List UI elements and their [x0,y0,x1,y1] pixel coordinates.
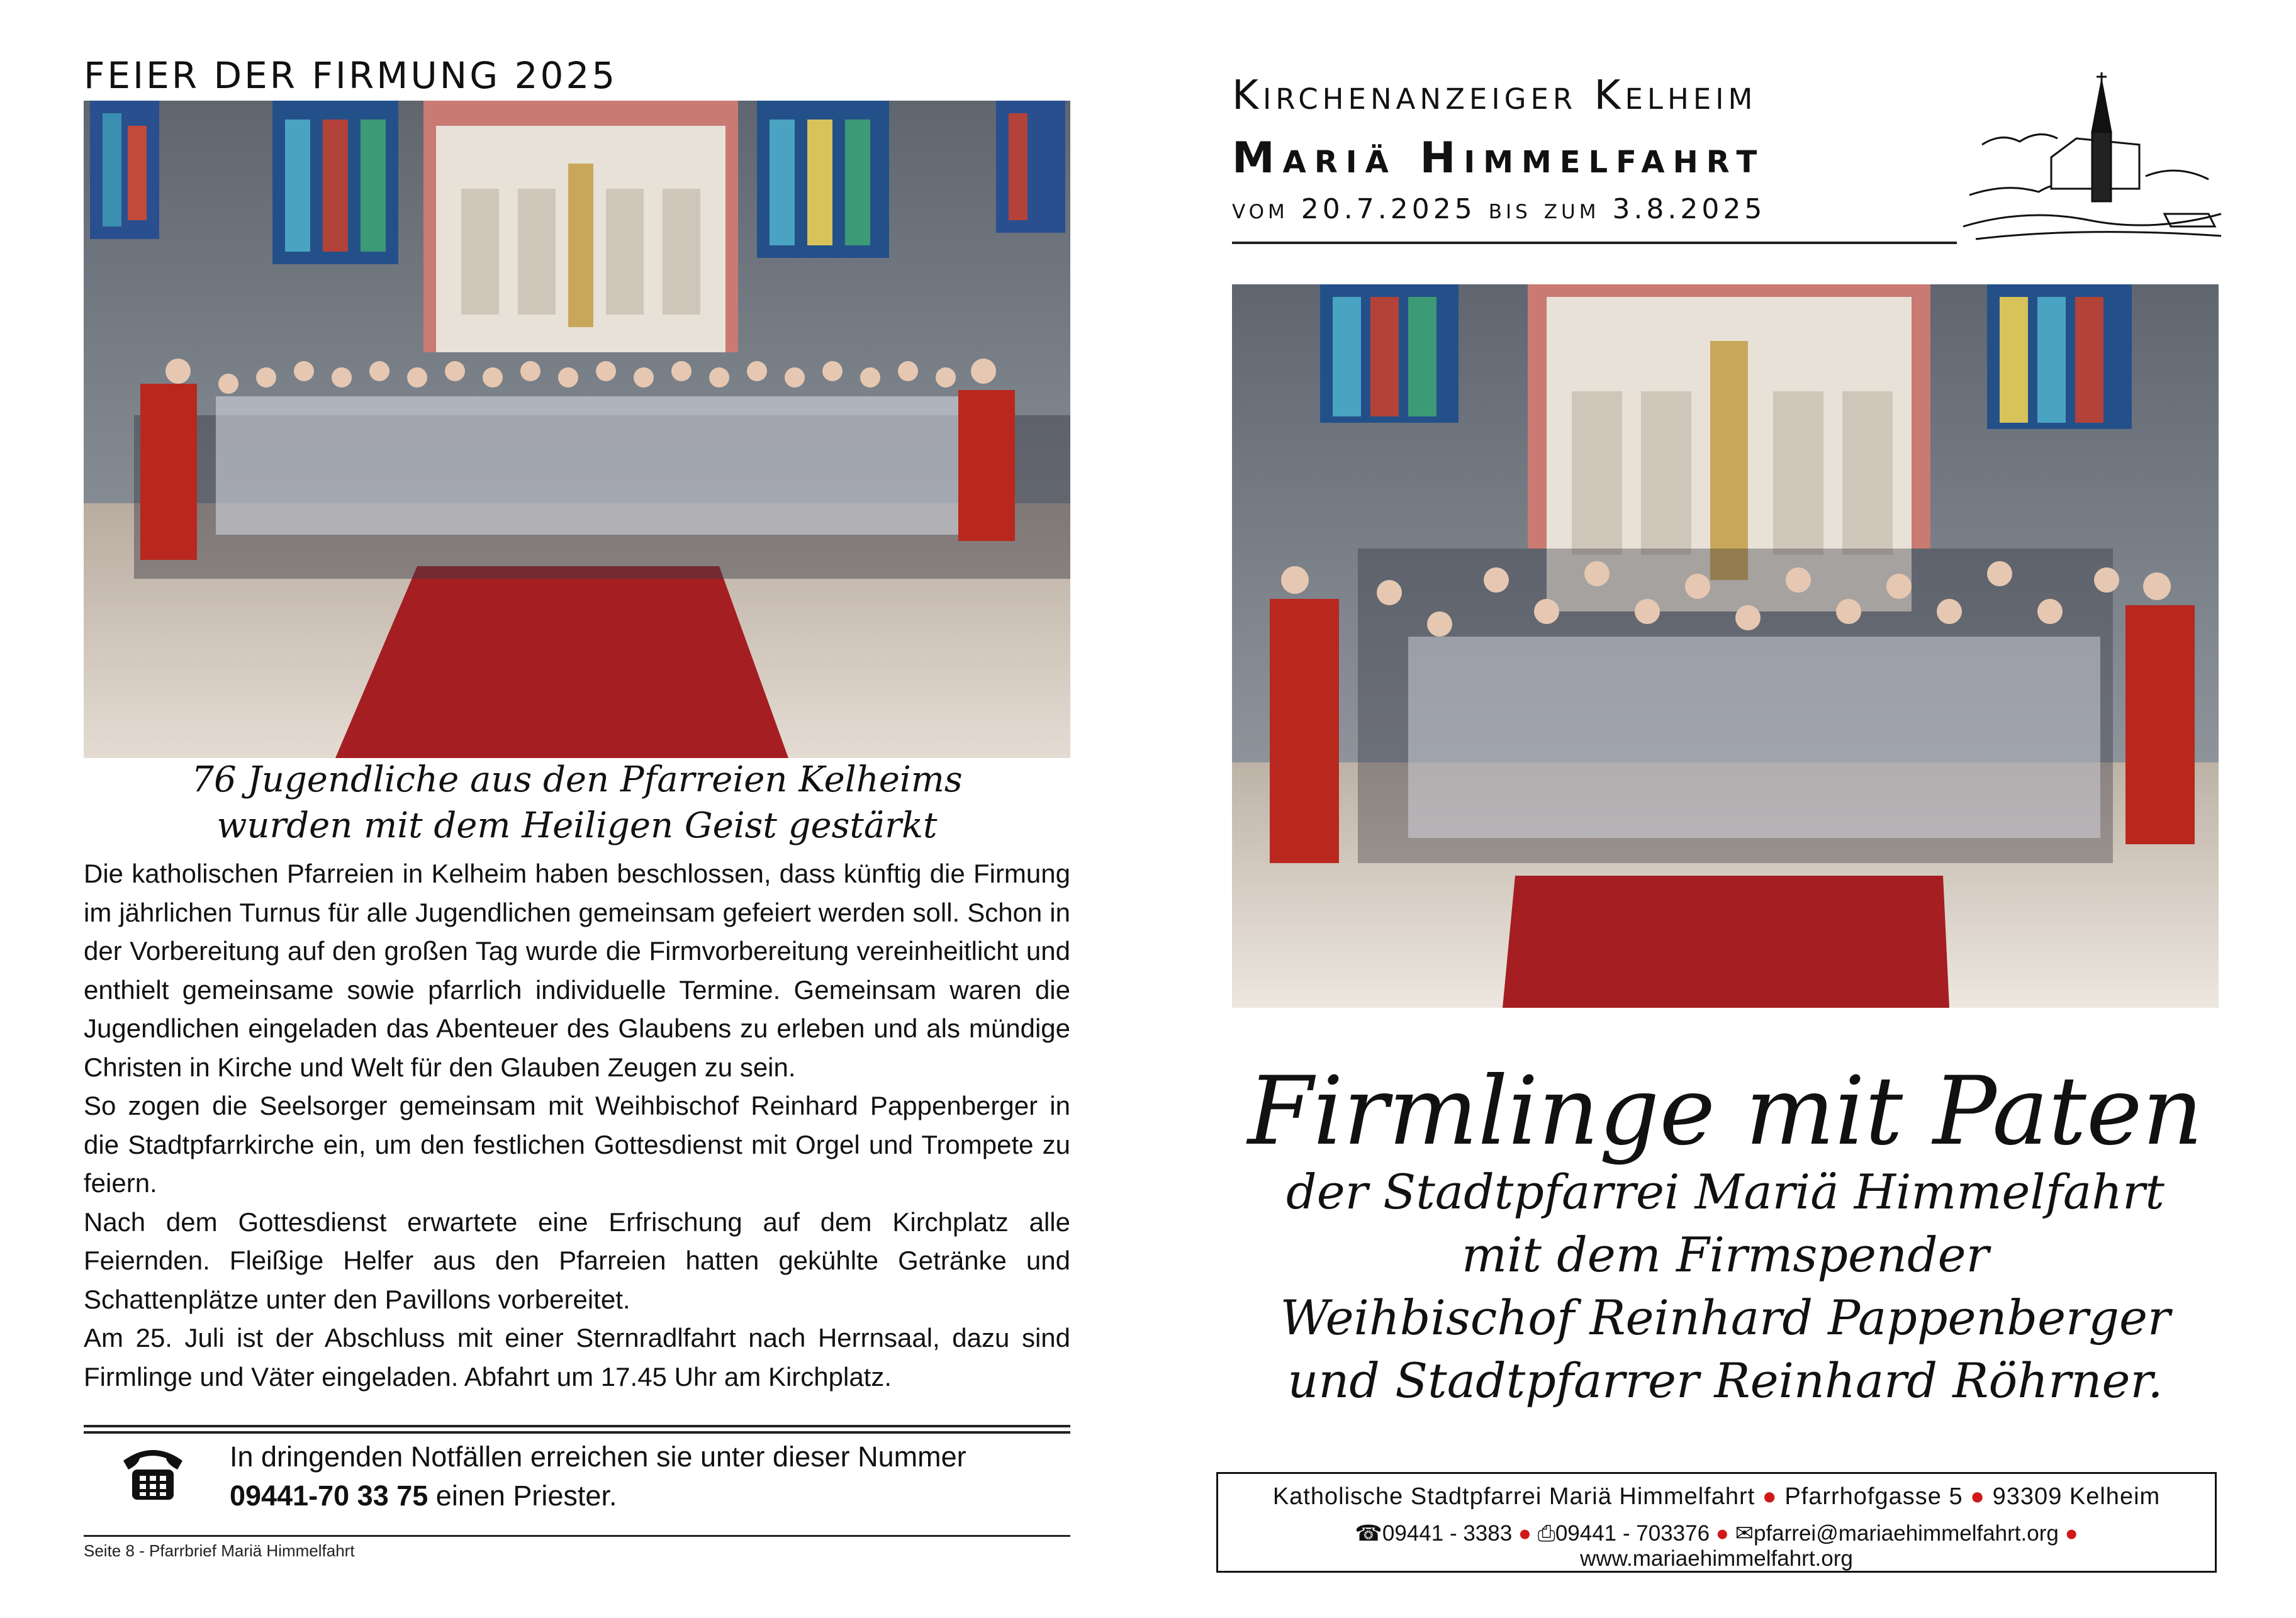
bullet-dot: ● [1970,1483,1993,1510]
phone-number: 09441 - 3383 [1382,1521,1513,1546]
photo-caption-line-2: wurden mit dem Heiligen Geist gestärkt [216,805,938,846]
section-heading: FEIER DER FIRMUNG 2025 [84,54,618,97]
emergency-line-1: In dringenden Notfällen erreichen sie unter dieser Nummer [230,1441,966,1473]
bullet-dot: ● [1762,1483,1785,1510]
emergency-line-2-rest: einen Priester. [428,1480,617,1512]
church-sketch-logo [1957,69,2227,252]
bullet-dot: ● [2064,1521,2078,1546]
page-footer: Seite 8 - Pfarrbrief Mariä Himmelfahrt [84,1541,355,1560]
street-address: Pfarrhofgasse 5 [1784,1483,1963,1510]
telephone-icon [118,1442,188,1505]
masthead-title: Kirchenanzeiger Kelheim [1232,72,1757,119]
fax-icon: ⎙ [1537,1521,1555,1546]
emergency-number: 09441-70 33 75 [230,1480,428,1512]
postal-city: 93309 Kelheim [1992,1483,2161,1510]
emergency-line-2 [230,1476,966,1515]
phone-icon: ☎ [1355,1521,1382,1546]
article-paragraph: So zogen die Seelsorger gemeinsam mit Weihbischof Reinhard Pappenberger in die Stadtpfarrkirche ein, um den festlichen Gottesdienst mit Orgel und Trompete zu feiern. [84,1091,1070,1198]
masthead-rule [1232,242,1957,244]
contact-line [1216,1521,2217,1571]
bullet-dot: ● [1715,1521,1735,1546]
subtitle-line: und Stadtpfarrer Reinhard Röhrner. [1287,1353,2163,1409]
fax-number: 09441 - 703376 [1555,1521,1710,1546]
church-altar-group-illustration [1232,284,2219,1008]
article-paragraph: Nach dem Gottesdienst erwartete eine Erfrischung auf dem Kirchplatz alle Feiernden. Fleißige Helfer aus den Pfarreien hatten gekühlte Getränke und Schattenplätze unter den Pavillons vorbereitet. [84,1207,1070,1314]
article-paragraph: Die katholischen Pfarreien in Kelheim haben beschlossen, dass künftig die Firmung im jährlichen Turnus für alle Jugendlichen gemeinsam gefeiert werden soll. Schon in der Vorbereitung auf den großen Tag wurde die Firmvorbereitung vereinheitlicht und enthielt gemeinsame sowie pfarrlich individuelle Termine. Gemeinsam waren die Jugendlichen eingeladen das Abenteuer des Glaubens zu erleben und als mündige Christen in Kirche und Welt für den Glauben Zeugen zu sein. [84,859,1070,1082]
address-line [1216,1483,2217,1510]
subtitle-line: der Stadtpfarrei Mariä Himmelfahrt [1286,1164,2164,1220]
parish-name: Katholische Stadtpfarrei Mariä Himmelfahrt [1272,1483,1756,1510]
subtitle-line: Weihbischof Reinhard Pappenberger [1280,1290,2171,1346]
emergency-notice [230,1437,966,1515]
confirmation-group-photo [84,101,1070,758]
email-address[interactable]: pfarrei@mariaehimmelfahrt.org [1753,1521,2059,1546]
email-icon: ✉ [1735,1521,1754,1546]
bullet-dot: ● [1518,1521,1538,1546]
article-paragraph: Am 25. Juli ist der Abschluss mit einer Sternradlfahrt nach Herrnsaal, dazu sind Firmlinge und Väter eingeladen. Abfahrt um 17.45 Uhr am Kirchplatz. [84,1323,1070,1392]
firmlinge-with-sponsors-photo [1232,284,2219,1008]
divider [84,1425,1070,1427]
masthead-date-range: vom 20.7.2025 bis zum 3.8.2025 [1232,193,1766,225]
photo-caption-line-1: 76 Jugendliche aus den Pfarreien Kelheims [191,759,963,800]
website-link[interactable]: www.mariaehimmelfahrt.org [1580,1546,1853,1571]
subtitle-line: mit dem Firmspender [1462,1227,1989,1283]
footer-divider [84,1535,1070,1537]
article-body [84,854,1070,1396]
divider [84,1431,1070,1434]
main-title: Firmlinge mit Paten [1247,1057,2204,1166]
masthead-subtitle: Mariä Himmelfahrt [1232,133,1766,183]
church-interior-illustration [84,101,1070,758]
